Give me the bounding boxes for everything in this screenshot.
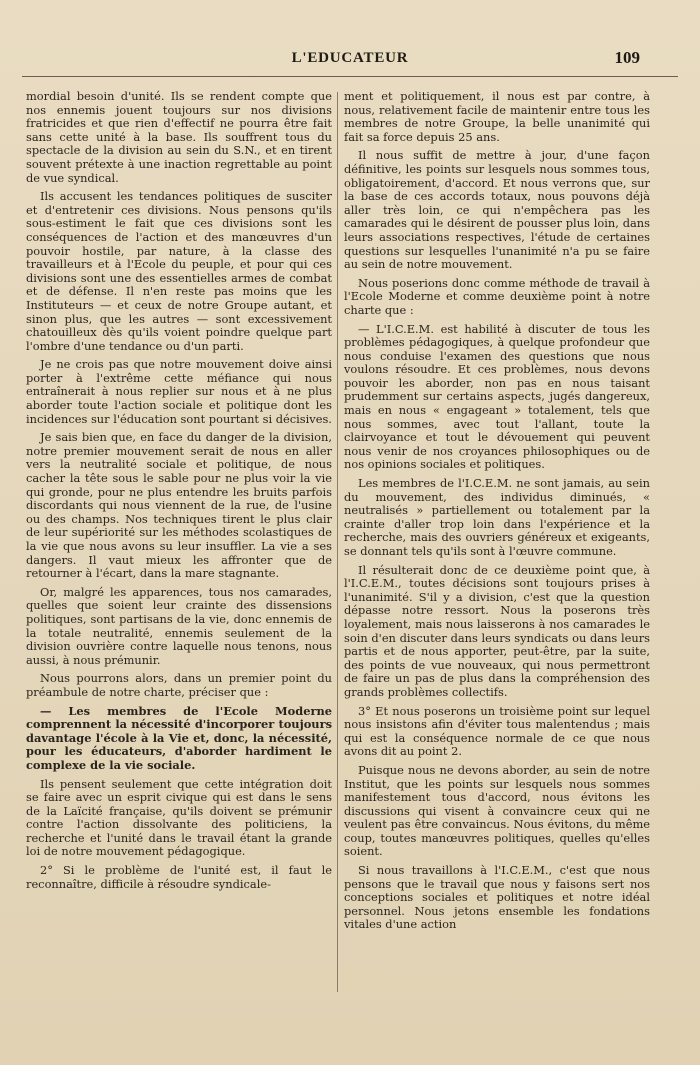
charter-point-2: — L'I.C.E.M. est habilité à discuter de tous les problèmes pédagogiques, à quelque profondeur que nous conduise l'examen des questions que nous voulons résoudre. Et ces problèmes, nous devons pouvoir les aborder, non pas en nous taisant prudemment sur certains aspects, jugés dangereux, mais en nous « engageant » totalement, tels que nous sommes, avec tout l'allant, toute la clairvoyance et tout le dévouement qui peuvent nous venir de nos croyances philosophiques ou de nos opinions sociales et politiques.	[344, 321, 650, 472]
column-divider	[337, 92, 338, 992]
paragraph: 2° Si le problème de l'unité est, il faut le reconnaître, difficile à résoudre syndicale-	[26, 863, 332, 891]
page-number: 109	[614, 48, 640, 67]
charter-point-1: — Les membres de l'Ecole Moderne comprennent la nécessité d'incorporer toujours davantage l'école à la Vie et, donc, la nécessité, pour les éducateurs, d'aborder hardiment le complexe de la vie sociale.	[26, 703, 332, 772]
paragraph: Les membres de l'I.C.E.M. ne sont jamais, au sein du mouvement, des individus diminués, « neutralisés » partiellement ou totalement par la crainte d'aller trop loin dans l'expérience et la recherche, mais des ouvriers généreux et exigeants, se donnant tels qu'ils sont à l'œuvre commune.	[344, 476, 650, 558]
paragraph: Je sais bien que, en face du danger de la division, notre premier mouvement serait de nous en aller vers la neutralité sociale et politique, de nous cacher la tête sous le sable pour ne plus voir la vie qui gronde, pour ne plus entendre les bruits parfois discordants qui nous viennent de la rue, de l'usine ou des champs. Nos techniques tirent le plus clair de leur supériorité sur les méthodes scolastiques de la vie que nous avons su leur insuffler. La vie a ses dangers. Il vaut mieux les affronter que de retourner à l'écart, dans la mare stagnante.	[26, 430, 332, 581]
paragraph: Je ne crois pas que notre mouvement doive ainsi porter à l'extrême cette méfiance qui nous entraînerait à nous replier sur nous et à ne plus aborder toute l'action sociale et politique dont les incidences sur l'éducation sont pourtant si décisives.	[26, 357, 332, 426]
paragraph: ment et politiquement, il nous est par contre, à nous, relativement facile de maintenir entre tous les membres de notre Groupe, la belle unanimité qui fait sa force depuis 25 ans.	[344, 90, 650, 144]
paragraph: 3° Et nous poserons un troisième point sur lequel nous insistons afin d'éviter tous malentendus ; mais qui est la conséquence normale de ce que nous avons dit au point 2.	[344, 703, 650, 759]
paragraph: Si nous travaillons à l'I.C.E.M., c'est que nous pensons que le travail que nous y faisons sert nos conceptions sociales et politiques et notre idéal personnel. Nous jetons ensemble les fondations vitales d'une action	[344, 863, 650, 932]
paragraph: Il résulterait donc de ce deuxième point que, à l'I.C.E.M., toutes décisions sont toujours prises à l'unanimité. S'il y a division, c'est que la question dépasse notre ressort. Nous la poserons très loyalement, mais nous laisserons à nos camarades le soin d'en discuter dans leurs syndicats ou dans leurs partis et de nous apporter, peut-être, par la suite, des points de vue nouveaux, qui nous permettront de faire un pas de plus dans la compréhension des grands problèmes collectifs.	[344, 562, 650, 699]
paragraph: Puisque nous ne devons aborder, au sein de notre Institut, que les points sur lesquels nous sommes manifestement tous d'accord, nous évitons les discussions qui visent à convaincre ceux qui ne veulent pas être convaincus. Nous évitons, du même coup, toutes manœuvres politiques, quelles qu'elles soient.	[344, 762, 650, 859]
header-rule	[22, 76, 678, 77]
paragraph: Nous pourrons alors, dans un premier point du préambule de notre charte, préciser que :	[26, 671, 332, 699]
running-title: L'EDUCATEUR	[291, 50, 409, 66]
paragraph: Or, malgré les apparences, tous nos camarades, quelles que soient leur crainte des dissensions politiques, sont partisans de la vie, donc ennemis de la totale neutralité, ennemis seulement de la division ouvrière contre laquelle nous tenons, nous aussi, à nous prémunir.	[26, 584, 332, 667]
left-column	[26, 90, 332, 990]
paragraph: Ils accusent les tendances politiques de susciter et d'entretenir ces divisions. Nous pensons qu'ils sous-estiment le fait que ces divisions sont les conséquences de l'action et des manœuvres d'un pouvoir hostile, par nature, à la classe des travailleurs et à l'Ecole du peuple, et pour qui ces divisions sont une des essentielles armes de combat et de défense. Il n'en reste pas moins que les Instituteurs — et ceux de notre Groupe autant, et sinon plus, que les autres — sont excessivement chatouilleux dès qu'ils voient poindre quelque part l'ombre d'une tendance ou d'un parti.	[26, 189, 332, 353]
paragraph: Il nous suffit de mettre à jour, d'une façon définitive, les points sur lesquels nous sommes tous, obligatoirement, d'accord. Et nous verrons que, sur la base de ces accords totaux, nous pouvons déjà aller très loin, ce qui n'empêchera pas les camarades qui le désirent de pousser plus loin, dans leurs associations respectives, l'étude de certaines questions sur lesquelles l'unanimité n'a pu se faire au sein de notre mouvement.	[344, 148, 650, 272]
paragraph: Nous poserions donc comme méthode de travail à l'Ecole Moderne et comme deuxième point à notre charte que :	[344, 275, 650, 317]
paragraph: Ils pensent seulement que cette intégration doit se faire avec un esprit civique qui est dans le sens de la Laïcité française, qu'ils doivent se prémunir contre l'action dissolvante des politiciens, la recherche et l'unité dans le travail étant la grande loi de notre mouvement pédagogique.	[26, 776, 332, 859]
page-header	[0, 48, 700, 72]
paragraph: mordial besoin d'unité. Ils se rendent compte que nos ennemis jouent toujours sur nos divisions fratricides et que rien d'effectif ne pourra être fait sans cette unité à la base. Ils souffrent tous du spectacle de la division au sein du S.N., et en tirent souvent prétexte à une inaction regrettable au point de vue syndical.	[26, 90, 332, 185]
right-column	[344, 90, 650, 990]
